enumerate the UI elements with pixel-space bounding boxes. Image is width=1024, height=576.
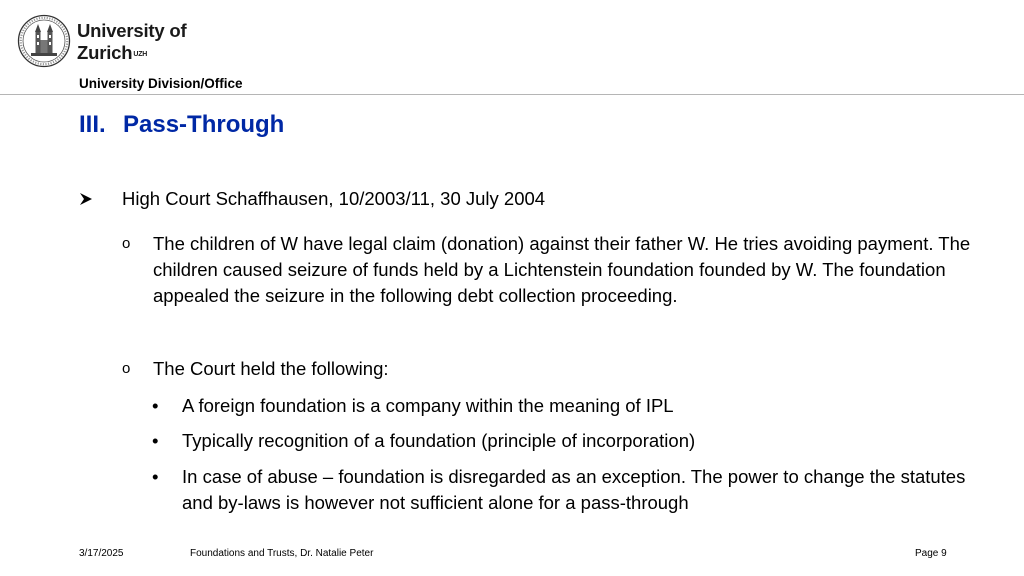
dot-bullet-icon: • — [152, 430, 159, 451]
university-logo — [17, 14, 187, 70]
footer-date: 3/17/2025 — [79, 548, 124, 559]
footer-title: Foundations and Trusts, Dr. Natalie Peter — [190, 548, 374, 559]
header-divider — [0, 94, 1024, 95]
footer-page-number: Page 9 — [915, 548, 947, 559]
logo-superscript: UZH — [133, 51, 148, 58]
dot-bullet-icon: • — [152, 466, 159, 487]
slide-title-text: Pass-Through — [123, 111, 285, 138]
dot-bullet-icon: • — [152, 395, 159, 416]
logo-line-2 — [77, 42, 186, 64]
point-text: Typically recognition of a foundation (principle of incorporation) — [182, 430, 696, 451]
arrow-bullet-icon — [79, 186, 97, 213]
slide-title — [79, 111, 284, 139]
logo-line-2-text: Zurich — [77, 42, 133, 63]
circle-bullet-icon: o — [122, 360, 131, 377]
logo-line-1: University of — [77, 20, 187, 41]
logo-wordmark — [77, 20, 186, 64]
point-text: A foreign foundation is a company within the meaning of IPL — [182, 395, 674, 416]
point-text: In case of abuse – foundation is disregarded as an exception. The power to change the statutes and by-laws is however not sufficient alone for a pass-through — [182, 466, 966, 513]
circle-bullet-icon: o — [122, 235, 131, 252]
sub-bullet-text: The Court held the following: — [153, 358, 389, 379]
division-label: University Division/Office — [79, 76, 243, 91]
bullet-text: High Court Schaffhausen, 10/2003/11, 30 July 2004 — [122, 188, 546, 209]
slide-title-number: III. — [79, 111, 106, 138]
sub-bullet-text: The children of W have legal claim (donation) against their father W. He tries avoiding payment. The children caused seizure of funds held by a Lichtenstein foundation founded by W. The foundation appealed the seizure in the following debt collection proceeding. — [153, 233, 971, 306]
university-seal-icon — [17, 14, 71, 68]
